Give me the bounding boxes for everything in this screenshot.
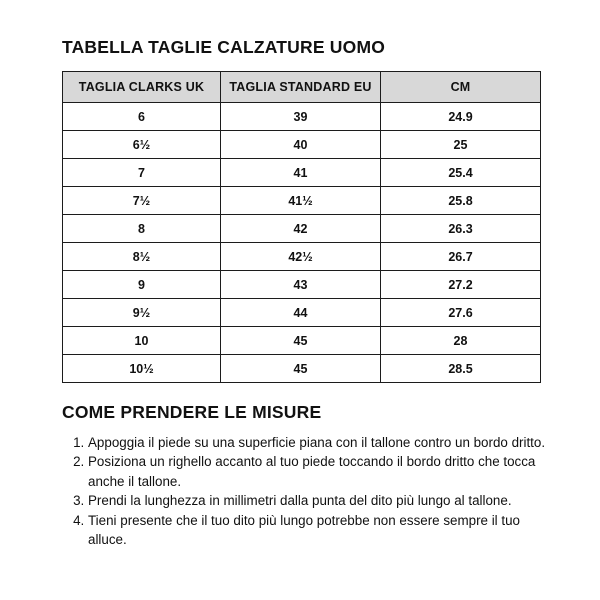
size-cell: 41 <box>221 159 381 187</box>
instruction-item: 4. Tieni presente che il tuo dito più lungo potrebbe non essere sempre il tuo alluce. <box>88 511 556 550</box>
size-cell: 8½ <box>63 243 221 271</box>
size-cell: 40 <box>221 131 381 159</box>
size-cell: 44 <box>221 299 381 327</box>
instruction-item: 3. Prendi la lunghezza in millimetri dalla punta del dito più lungo al tallone. <box>88 491 556 510</box>
size-cell: 27.6 <box>381 299 541 327</box>
instruction-item: 1. Appoggia il piede su una superficie piana con il tallone contro un bordo dritto. <box>88 433 556 452</box>
size-table-body <box>63 103 541 383</box>
size-cell: 43 <box>221 271 381 299</box>
size-cell: 25.8 <box>381 187 541 215</box>
table-row <box>63 159 541 187</box>
size-cell: 42 <box>221 215 381 243</box>
size-table <box>62 71 541 383</box>
size-cell: 10½ <box>63 355 221 383</box>
size-cell: 6 <box>63 103 221 131</box>
size-cell: 28 <box>381 327 541 355</box>
size-cell: 28.5 <box>381 355 541 383</box>
table-row <box>63 187 541 215</box>
size-cell: 27.2 <box>381 271 541 299</box>
table-row <box>63 271 541 299</box>
table-row <box>63 355 541 383</box>
instruction-item: 2. Posiziona un righello accanto al tuo piede toccando il bordo dritto che tocca anche il tallone. <box>88 452 556 491</box>
size-cell: 26.3 <box>381 215 541 243</box>
size-cell: 42½ <box>221 243 381 271</box>
table-row <box>63 327 541 355</box>
measure-instructions-list <box>62 433 556 549</box>
size-cell: 6½ <box>63 131 221 159</box>
size-table-header-row <box>63 72 541 103</box>
size-cell: 39 <box>221 103 381 131</box>
table-row <box>63 215 541 243</box>
size-cell: 8 <box>63 215 221 243</box>
size-cell: 24.9 <box>381 103 541 131</box>
size-cell: 26.7 <box>381 243 541 271</box>
size-cell: 7 <box>63 159 221 187</box>
size-cell: 25 <box>381 131 541 159</box>
size-cell: 45 <box>221 327 381 355</box>
size-cell: 7½ <box>63 187 221 215</box>
measure-section-title: COME PRENDERE LE MISURE <box>62 402 322 422</box>
column-header: TAGLIA CLARKS UK <box>63 72 221 103</box>
page-title: TABELLA TAGLIE CALZATURE UOMO <box>62 37 386 57</box>
size-cell: 9½ <box>63 299 221 327</box>
size-cell: 25.4 <box>381 159 541 187</box>
size-cell: 41½ <box>221 187 381 215</box>
size-cell: 10 <box>63 327 221 355</box>
table-row <box>63 299 541 327</box>
size-cell: 9 <box>63 271 221 299</box>
size-cell: 45 <box>221 355 381 383</box>
table-row <box>63 131 541 159</box>
column-header: CM <box>381 72 541 103</box>
column-header: TAGLIA STANDARD EU <box>221 72 381 103</box>
table-row <box>63 243 541 271</box>
table-row <box>63 103 541 131</box>
